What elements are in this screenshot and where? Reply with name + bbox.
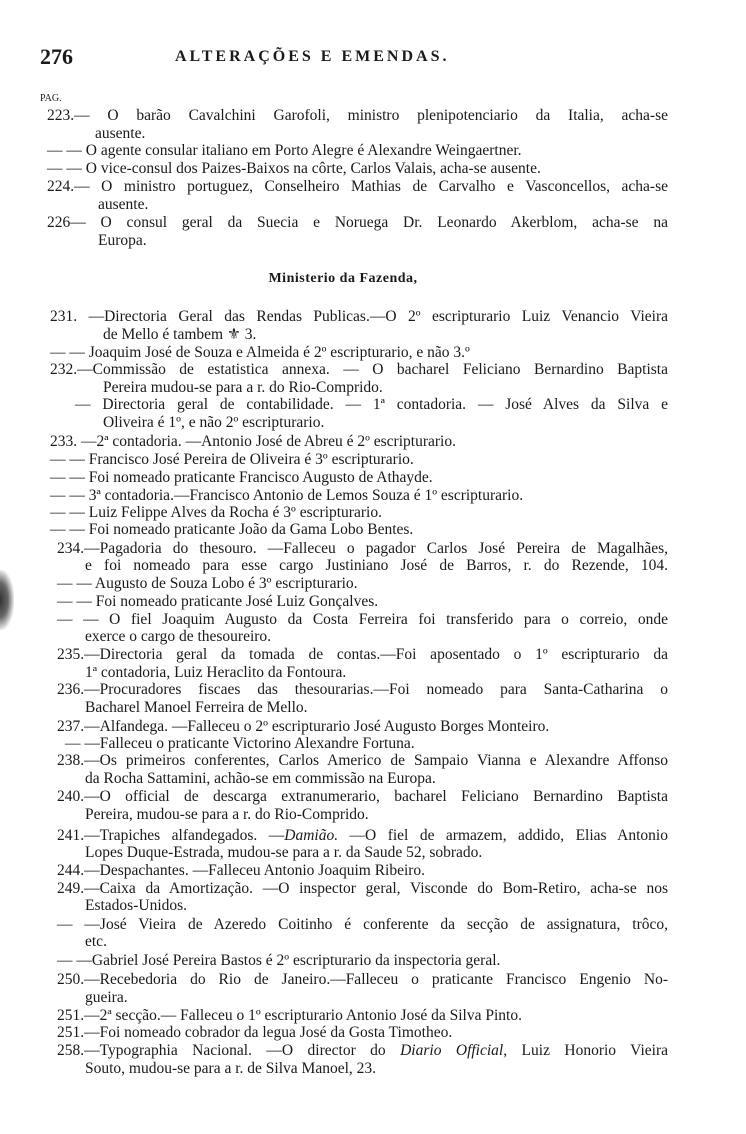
text-line: 234.—Pagadoria do thesouro. —Falleceu o pagador Carlos José Pereira de Magalhães, — [57, 540, 668, 557]
text-line: ausente. — [98, 196, 149, 213]
text-line: 232.—Commissão de estatistica annexa. — O bacharel Feliciano Bernardino Baptista — [50, 361, 668, 378]
scan-blemish — [0, 570, 14, 630]
section-title: Ministerio da Fazenda, — [268, 271, 418, 286]
text-line — [57, 827, 668, 845]
text-line: — — Augusto de Souza Lobo é 3º escripturario. — [57, 575, 358, 592]
text-line: — — Joaquim José de Souza e Almeida é 2º escripturario, e não 3.º — [50, 344, 470, 361]
text-line: 244.—Despachantes. —Falleceu Antonio Joaquim Ribeiro. — [57, 862, 426, 879]
text-line: — — O vice-consul dos Paizes-Baixos na côrte, Carlos Valais, acha-se ausente. — [47, 160, 541, 177]
text-line: Souto, mudou-se para a r. de Silva Manoel, 23. — [85, 1060, 377, 1077]
text-line: etc. — [85, 933, 107, 950]
text-segment: , Luiz Honorio Vieira — [503, 1042, 668, 1059]
text-line: — — Foi nomeado praticante João da Gama Lobo Bentes. — [50, 521, 414, 538]
text-line: 226— O consul geral da Suecia e Noruega Dr. Leonardo Akerblom, acha-se na — [47, 214, 668, 231]
text-line: Estados-Unidos. — [85, 897, 188, 914]
text-line: — — Foi nomeado praticante José Luiz Gonçalves. — [57, 593, 379, 610]
pag-label: PAG. — [40, 93, 62, 104]
text-line: Europa. — [98, 232, 147, 249]
text-segment: 241.—Trapiches alfandegados. — — [57, 827, 285, 844]
text-line: — Directoria geral de contabilidade. — 1ª contadoria. — José Alves da Silva e — [75, 396, 668, 413]
text-line — [57, 1042, 668, 1060]
text-line: Pereira, mudou-se para a r. do Rio-Comprido. — [85, 806, 369, 823]
text-line: Pereira mudou-se para a r. do Rio-Comprido. — [103, 379, 383, 396]
text-line: 223.— O barão Cavalchini Garofoli, ministro plenipotenciario da Italia, acha-se — [47, 107, 668, 124]
text-line: de Mello é tambem ⚜ 3. — [103, 326, 257, 343]
text-line: 250.—Recebedoria do Rio de Janeiro.—Falleceu o praticante Francisco Engenio No- — [57, 971, 668, 988]
text-line: — —Falleceu o praticante Victorino Alexandre Fortuna. — [65, 735, 415, 752]
text-line: 251.—2ª secção.— Falleceu o 1º escripturario Antonio José da Silva Pinto. — [57, 1007, 522, 1024]
text-line: — — O agente consular italiano em Porto Alegre é Alexandre Weingaertner. — [47, 142, 522, 159]
text-line: — — 3ª contadoria.—Francisco Antonio de Lemos Souza é 1º escripturario. — [50, 487, 524, 504]
text-line: — — Luiz Felippe Alves da Rocha é 3º escripturario. — [50, 504, 382, 521]
page-title: ALTERAÇÕES E EMENDAS. — [175, 48, 450, 65]
text-line: — —Gabriel José Pereira Bastos é 2º escripturario da inspectoria geral. — [57, 952, 501, 969]
text-line: 249.—Caixa da Amortização. —O inspector geral, Visconde do Bom-Retiro, acha-se nos — [57, 880, 668, 897]
text-line: 238.—Os primeiros conferentes, Carlos Americo de Sampaio Vianna e Alexandre Affonso — [57, 752, 668, 769]
text-line: Lopes Duque-Estrada, mudou-se para a r. da Saude 52, sobrado. — [85, 844, 483, 861]
text-line: — — Foi nomeado praticante Francisco Augusto de Athayde. — [50, 469, 433, 486]
text-line: 233. —2ª contadoria. —Antonio José de Abreu é 2º escripturario. — [50, 433, 456, 450]
text-line: gueira. — [85, 989, 128, 1006]
text-line: 237.—Alfandega. —Falleceu o 2º escripturario José Augusto Borges Monteiro. — [57, 718, 550, 735]
text-line: Oliveira é 1º, e não 2º escripturario. — [103, 414, 325, 431]
text-line: — — Francisco José Pereira de Oliveira é 3º escripturario. — [50, 451, 414, 468]
text-line: 251.—Foi nomeado cobrador da legua José da Gosta Timotheo. — [57, 1024, 453, 1041]
text-segment: 258.—Typographia Nacional. —O director do — [57, 1042, 401, 1059]
text-line: Bacharel Manoel Ferreira de Mello. — [85, 699, 308, 716]
text-line: exerce o cargo de thesoureiro. — [85, 628, 272, 645]
text-line: da Rocha Sattamini, achão-se em commissão na Europa. — [85, 770, 436, 787]
text-line: 224.— O ministro portuguez, Conselheiro Mathias de Carvalho e Vasconcellos, acha-se — [47, 178, 668, 195]
italic-text: Damião. — [284, 827, 339, 844]
text-line: 1ª contadoria, Luiz Heraclito da Fontoura. — [85, 664, 347, 681]
text-line: 236.—Procuradores fiscaes das thesourarias.—Foi nomeado para Santa-Catharina o — [57, 681, 668, 698]
text-line: — — O fiel Joaquim Augusto da Costa Ferreira foi transferido para o correio, onde — [57, 611, 668, 628]
page-number: 276 — [40, 44, 73, 69]
text-line: ausente. — [95, 125, 146, 142]
text-line: e foi nomeado para esse cargo Justiniano José de Barros, r. do Rezende, 104. — [85, 557, 668, 574]
text-line: 231. —Directoria Geral das Rendas Publicas.—O 2º escripturario Luiz Venancio Vieira — [50, 308, 668, 325]
italic-text: Diario Official — [400, 1042, 504, 1059]
text-line: 240.—O official de descarga extranumerario, bacharel Feliciano Bernardino Baptista — [57, 788, 668, 805]
text-line: — —José Vieira de Azeredo Coitinho é conferente da secção de assignatura, trôco, — [57, 916, 668, 933]
text-line: 235.—Directoria geral da tomada de contas.—Foi aposentado o 1º escripturario da — [57, 646, 668, 663]
text-segment: —O fiel de armazem, addido, Elias Antonio — [338, 827, 668, 844]
